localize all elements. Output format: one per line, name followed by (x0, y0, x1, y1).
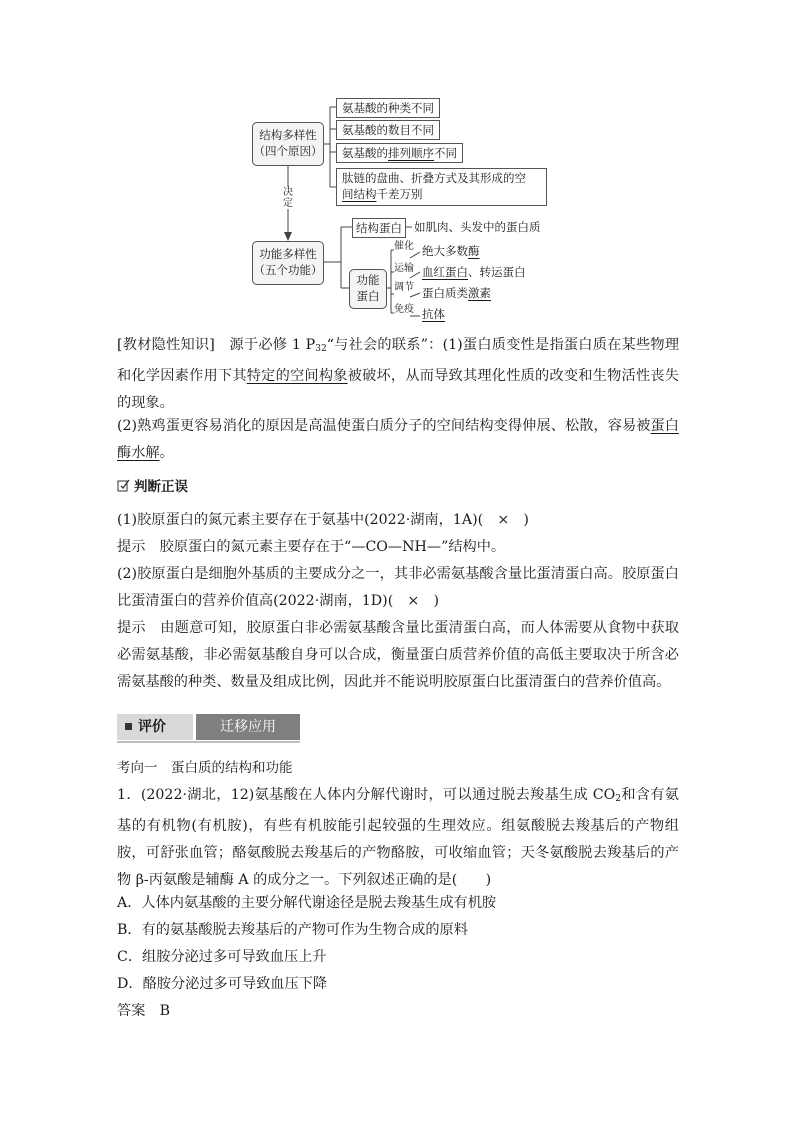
judge-hint-2: 提示 由题意可知，胶原蛋白非必需氨基酸含量比蛋清蛋白高，而人体需要从食物中获取必需氨基酸，非必需氨基酸自身可以合成，衡量蛋白质营养价值的高低主要取决于所含必需氨基酸的种类、数量及组成比例，因此并不能说明胶原蛋白比蛋清蛋白的营养价值高。 (117, 620, 679, 690)
reason-1: 氨基酸的种类不同 (336, 98, 440, 118)
function-diversity-box (252, 241, 324, 285)
hidden-knowledge-paragraph-2: (2)熟鸡蛋更容易消化的原因是高温使蛋白质分子的空间结构变得伸展、松散，容易被蛋白酶水解。 (117, 418, 679, 461)
judge-title: 判断正误 (134, 479, 188, 495)
option-d: D．酪胺分泌过多可导致血压下降 (117, 976, 328, 992)
concept-map-connectors (0, 0, 794, 330)
structural-protein-box: 结构蛋白 (352, 218, 406, 238)
judge-question-2: (2)胶原蛋白是细胞外基质的主要成分之一，其非必需氨基酸含量比蛋清蛋白高。胶原蛋白比蛋清蛋白的营养价值高(2022·湖南，1D)( × ) (117, 566, 679, 609)
section-header (117, 714, 300, 740)
answer: 答案 B (117, 1003, 170, 1019)
hidden-knowledge-paragraph-1: [教材隐性知识] 源于必修 1 $P_{32}“$与社会的联系”：(1)蛋白质变性是指蛋白质在某些物理和化学因素作用下其特定的空间构象被破坏，从而导致其理化性质的改变和生物活性丧失的现象。 (117, 337, 680, 411)
arrow-down-icon (284, 232, 292, 241)
section-label-application: 迁移应用 (196, 714, 300, 740)
concept-map (0, 0, 794, 330)
reason-2: 氨基酸的数目不同 (336, 120, 440, 140)
functional-protein-line1: 功能 (356, 273, 380, 287)
function-label-immunity: 免疫 (394, 304, 414, 315)
function-label-regulation: 调节 (394, 282, 414, 293)
reason-3: 氨基酸的排列顺序不同 (336, 143, 463, 163)
function-diversity-title: 功能多样性 (259, 247, 317, 261)
function-desc-immunity: 抗体 (422, 307, 445, 321)
option-c: C．组胺分泌过多可导致血压上升 (117, 949, 327, 965)
functional-protein-line2: 蛋白 (356, 289, 380, 303)
judge-question-1: (1)胶原蛋白的氮元素主要存在于氨基中(2022·湖南，1A)( × ) (117, 512, 529, 528)
function-label-transport: 运输 (394, 263, 414, 274)
function-desc-regulation: 蛋白质类激素 (422, 286, 491, 300)
judge-heading (117, 474, 188, 501)
function-label-catalysis: 催化 (394, 241, 414, 252)
structure-diversity-box (252, 122, 324, 166)
edit-check-icon (117, 479, 130, 492)
structural-protein-desc: 如肌肉、头发中的蛋白质 (414, 220, 541, 234)
function-desc-transport: 血红蛋白、转运蛋白 (422, 265, 526, 279)
question-stem: 1．(2022·湖北，12)氨基酸在人体内分解代谢时，可以通过脱去羧基生成 $CO_2$和含有氨基的有机物(有机胺)，有些有机胺能引起较强的生理效应。组氨酸脱去羧基后的产物组胺，可舒张血管；酪氨酸脱去羧基后的产物酪胺，可收缩血管；天冬氨酸脱去羧基后的产物 β-丙氨酸是辅酶 A 的成分之一。下列叙述正确的是( ) (117, 787, 679, 888)
section-label-evaluation: 评价 (117, 714, 193, 740)
reason-4: 肽链的盘曲、折叠方式及其形成的空 间结构千差万别 (336, 168, 547, 206)
square-bullet-icon (125, 723, 132, 730)
judge-hint-1: 提示 胶原蛋白的氮元素主要存在于“—CO—NH—”结构中。 (117, 539, 506, 555)
option-a: A．人体内氨基酸的主要分解代谢途径是脱去羧基生成有机胺 (117, 895, 497, 911)
decides-label: 决 定 (283, 187, 293, 209)
structure-diversity-sub: （四个原因） (253, 144, 323, 158)
section-underline (117, 741, 300, 743)
topic-heading: 考向一 蛋白质的结构和功能 (117, 760, 293, 776)
functional-protein-box (349, 269, 387, 309)
function-desc-catalysis: 绝大多数酶 (422, 244, 480, 258)
structure-diversity-title: 结构多样性 (259, 128, 317, 142)
option-b: B．有的氨基酸脱去羧基后的产物可作为生物合成的原料 (117, 922, 468, 938)
function-diversity-sub: （五个功能） (253, 263, 323, 277)
